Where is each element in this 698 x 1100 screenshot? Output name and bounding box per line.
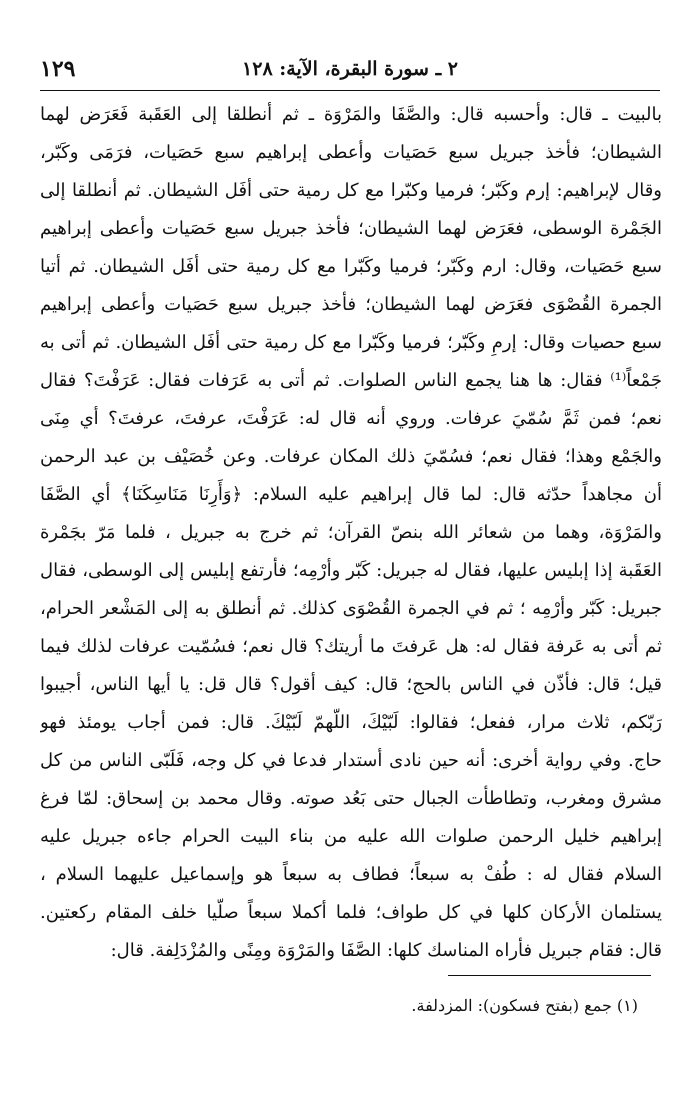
body-text: [40, 96, 662, 970]
text-line: حاج. وفي رواية أخرى: أنه حين نادى أستدار فدعا في كل وجه، فَلَبّى الناس من كل: [40, 750, 662, 771]
text-line: نعم؛ فمن ثَمَّ سُمّيَ عرفات. وروي أنه قال له: عَرَفْتَ، عرفتَ، عرفتَ؟ أي مِنَى: [40, 408, 662, 429]
text-line: جَمْعاً⁽¹⁾ فقال: ها هنا يجمع الناس الصلوات. ثم أتى به عَرَفات فقال: عَرَفْتَ؟ فقال: [40, 370, 662, 391]
text-line: بالبيت ـ قال: وأحسبه قال: والصَّفَا والمَرْوَة ـ ثم أنطلقا إلى العَقَبة فَعَرَض لهما: [40, 104, 662, 125]
text-line: الجَمْرة الوسطى، فعَرَض لهما الشيطان؛ فأخذ جبريل سبع حَصَيات وأعطى إبراهيم: [40, 218, 662, 239]
text-line: والجَمْع وهذا؛ فقال نعم؛ فسُمّيَ ذلك المكان عرفات. وعن خُصَيْف بن عبد الرحمن: [40, 446, 662, 467]
text-line: الشيطان؛ فأخذ جبريل سبع حَصَيات وأعطى إبراهيم سبع حَصَيات، فرَمَى وكَبّر،: [40, 142, 662, 163]
text-line: أن مجاهداً حدّثه قال: لما قال إبراهيم عليه السلام: ﴿وَأَرِنَا مَنَاسِكَنَا﴾ أي الصَّفَا: [40, 484, 662, 505]
text-line: والمَرْوَة، وهما من شعائر الله بنصّ القرآن؛ ثم خرج به جبريل ، فلما مَرّ بجَمْرة: [40, 522, 662, 543]
footnote-divider: [448, 975, 651, 976]
text-line: قال: فقام جبريل فأراه المناسك كلها: الصَّفَا والمَرْوَة ومِنًى والمُزْدَلِفة. قال:: [110, 940, 662, 961]
page-number: ١٢٩: [40, 56, 76, 82]
text-line: مشرق ومغرب، وتطاطأت الجبال حتى بَعُد صوته. وقال محمد بن إسحاق: لمّا فرغ: [40, 788, 662, 809]
text-line: رَبّكم، ثلاث مرار، ففعل؛ فقالوا: لَبّيْكَ، اللّهمّ لَبّيْكَ. قال: فمن أجاب يومئذ فهو: [40, 712, 662, 733]
text-line: قيل؛ قال: فأذّن في الناس بالحج؛ قال: كيف أقول؟ قال قل: يا أيها الناس، أجيبوا: [40, 674, 662, 695]
running-title: ٢ ـ سورة البقرة، الآية: ١٢٨: [242, 58, 458, 80]
text-line: سبع حَصَيات، وقال: ارم وكَبّر؛ فرميا وكَبّرا مع كل رمية حتى أفَل الشيطان. ثم أتيا: [40, 256, 662, 277]
text-line: الجمرة القُصْوَى فعَرَض لهما الشيطان؛ فأخذ جبريل سبع حَصَيات وأعطى إبراهيم: [40, 294, 662, 315]
footnote: (١) جمع (بفتح فسكون): المزدلفة.: [411, 996, 638, 1015]
text-line: إبراهيم خليل الرحمن صلوات الله عليه من بناء البيت الحرام جاءه جبريل عليه: [40, 826, 662, 847]
text-line: جبريل: كَبّر وأرْمِه ؛ ثم في الجمرة القُصْوَى كذلك. ثم أنطلق به إلى المَشْعر الحرام،: [40, 598, 662, 619]
text-line: سبع حصيات وقال: إرمِ وكَبّر؛ فرميا وكَبّرا مع كل رمية حتى أفَل الشيطان. ثم أتى به: [40, 332, 662, 353]
text-line: ثم أتى به عَرفة فقال له: هل عَرفتَ ما أريتك؟ قال نعم؛ فسُمّيت عرفات لذلك فيما: [40, 636, 662, 657]
text-line: يستلمان الأركان كلها في كل طواف؛ فلما أكملا سبعاً صلّيا خلف المقام ركعتين.: [40, 902, 662, 923]
text-line: السلام فقال له : طُفْ به سبعاً؛ فطاف به سبعاً هو وإسماعيل عليهما السلام ،: [40, 864, 662, 885]
page-header: [40, 50, 660, 91]
text-line: العَقَبة إذا إبليس عليها، فقال له جبريل: كَبّر وأرْمِه؛ فأرتفع إبليس إلى الوسطى، فقال: [40, 560, 662, 581]
text-line: وقال لإبراهيم: إرم وكَبّر؛ فرميا وكبّرا مع كل رمية حتى أفَل الشيطان. ثم أنطلقا إلى: [40, 180, 662, 201]
